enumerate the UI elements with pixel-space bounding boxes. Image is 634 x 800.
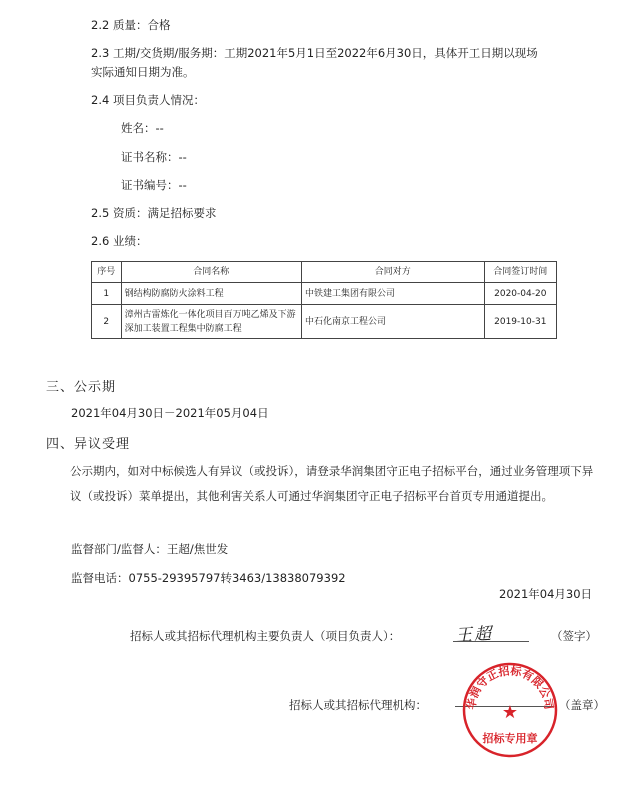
row-counterparty: 中石化南京工程公司: [302, 305, 485, 339]
pm-name: 姓名：--: [121, 121, 164, 135]
pm-heading: 2.4 项目负责人情况：: [91, 93, 205, 107]
company-seal: [460, 660, 560, 760]
row-no: 2: [92, 305, 122, 339]
row-sign-date: 2020-04-20: [484, 283, 556, 305]
header-sign-date: 合同签订时间: [484, 262, 556, 283]
row-sign-date: 2019-10-31: [484, 305, 556, 339]
performance-heading: 2.6 业绩：: [91, 234, 148, 248]
pm-cert-name: 证书名称：--: [121, 150, 187, 164]
pm-cert-no: 证书编号：--: [121, 178, 187, 192]
row-contract-name: 漳州古雷炼化一体化项目百万吨乙烯及下游深加工装置工程集中防腐工程: [121, 305, 301, 339]
seal-arc-text: 华润守正招标有限公司: [464, 664, 556, 711]
objection-paragraph: 公示期内，如对中标候选人有异议（或投诉），请登录华润集团守正电子招标平台，通过业务管理项下异议（或投诉）菜单提出，其他利害关系人可通过华润集团守正电子招标平台首页专用通道提出。: [70, 464, 594, 503]
table-row: [92, 305, 557, 339]
performance-table: [91, 261, 557, 339]
stamp-note: （盖章）: [559, 698, 605, 712]
period-line-2: 实际通知日期为准。: [91, 65, 195, 79]
responsible-label: 招标人或其招标代理机构主要负责人（项目负责人）：: [130, 629, 401, 643]
table-header-row: [92, 262, 557, 283]
agency-label: 招标人或其招标代理机构：: [289, 698, 427, 712]
seal-star-icon: ★: [501, 702, 519, 723]
seal-bottom-text: 招标专用章: [482, 732, 538, 745]
period-line-1: 2.3 工期/交货期/服务期：工期2021年5月1日至2022年6月30日，具体开工日期以现场: [91, 46, 538, 60]
quality-line: 2.2 质量：合格: [91, 18, 171, 32]
row-counterparty: 中铁建工集团有限公司: [302, 283, 485, 305]
header-no: 序号: [92, 262, 122, 283]
table-row: [92, 283, 557, 305]
header-counterparty: 合同对方: [302, 262, 485, 283]
publicity-range: 2021年04月30日－2021年05月04日: [71, 406, 269, 420]
supervisor-line: 监督部门/监督人：王超/焦世发: [71, 542, 229, 556]
header-contract-name: 合同名称: [121, 262, 301, 283]
section3-heading: 三、公示期: [46, 380, 117, 395]
notice-date: 2021年04月30日: [499, 587, 593, 601]
sign-note: （签字）: [551, 629, 597, 643]
row-no: 1: [92, 283, 122, 305]
phone-line: 监督电话：0755-29395797转3463/13838079392: [71, 571, 346, 585]
signature: 王超: [454, 624, 494, 646]
qualification-line: 2.5 资质：满足招标要求: [91, 206, 217, 220]
row-contract-name: 钢结构防腐防火涂料工程: [121, 283, 301, 305]
section4-heading: 四、异议受理: [46, 437, 131, 452]
signature-line: [453, 641, 529, 642]
